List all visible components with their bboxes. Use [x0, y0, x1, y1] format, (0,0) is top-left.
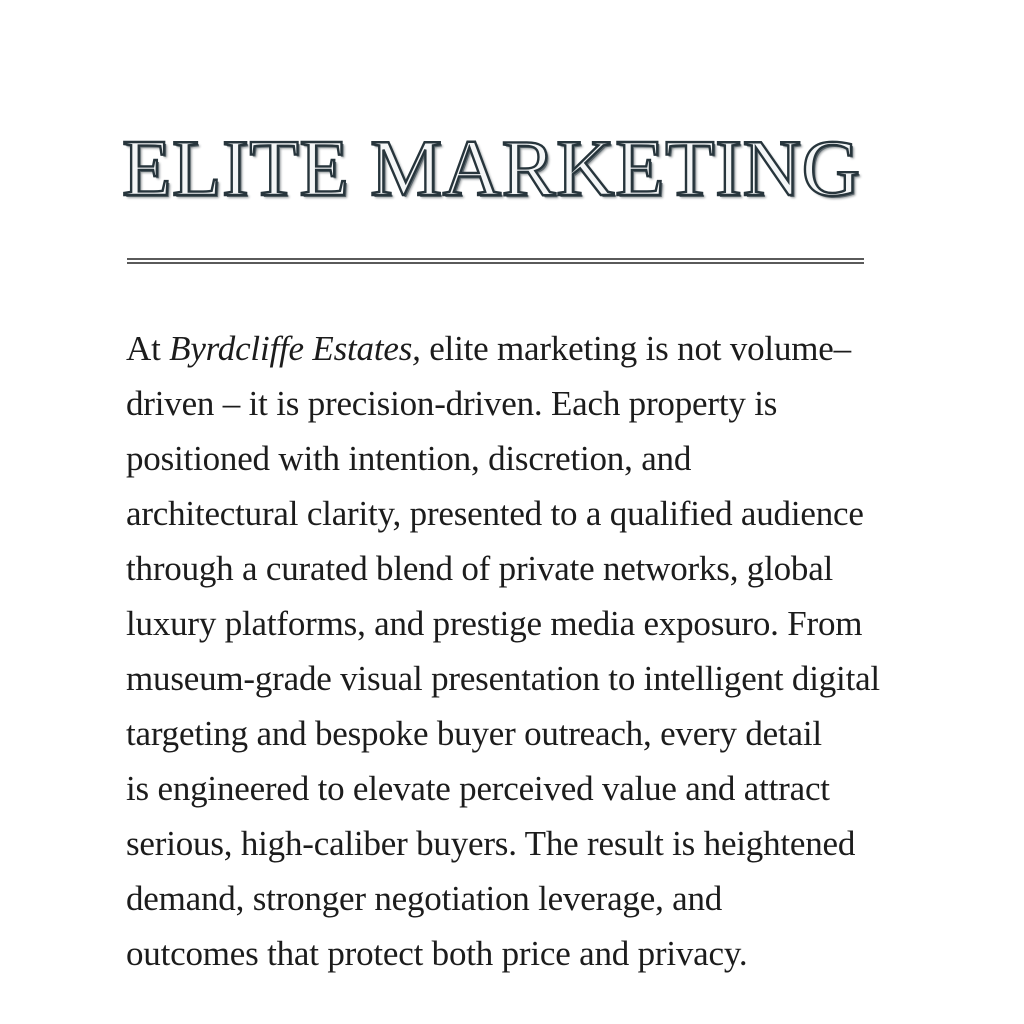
paragraph-line-9: is engineered to elevate perceived value and attract [126, 769, 830, 808]
paragraph-line-8: targeting and bespoke buyer outreach, every detail [126, 714, 822, 753]
paragraph-line-3: positioned with intention, discretion, and [126, 439, 692, 478]
paragraph-line-6: luxury platforms, and prestige media exposuro. From [126, 604, 863, 643]
paragraph-line-1 [126, 321, 880, 376]
lead-text: At [126, 329, 170, 368]
paragraph-line-12: outcomes that protect both price and privacy. [126, 934, 748, 973]
paragraph-line-10: serious, high-caliber buyers. The result is heightened [126, 824, 856, 863]
brand-name: Byrdcliffe Estates, [169, 329, 421, 368]
line-1-text: elite marketing is not volume– [420, 329, 851, 368]
paragraph-line-7: museum-grade visual presentation to intelligent digital [126, 659, 880, 698]
paragraph-line-4: architectural clarity, presented to a qualified audience [126, 494, 864, 533]
body-paragraph [126, 321, 880, 981]
page-title: ELITE MARKETING [122, 123, 861, 213]
paragraph-line-2: driven – it is precision-driven. Each property is [126, 384, 778, 423]
paragraph-line-11: demand, stronger negotiation leverage, and [126, 879, 723, 918]
double-rule-divider [127, 258, 864, 264]
paragraph-line-5: through a curated blend of private networks, global [126, 549, 834, 588]
